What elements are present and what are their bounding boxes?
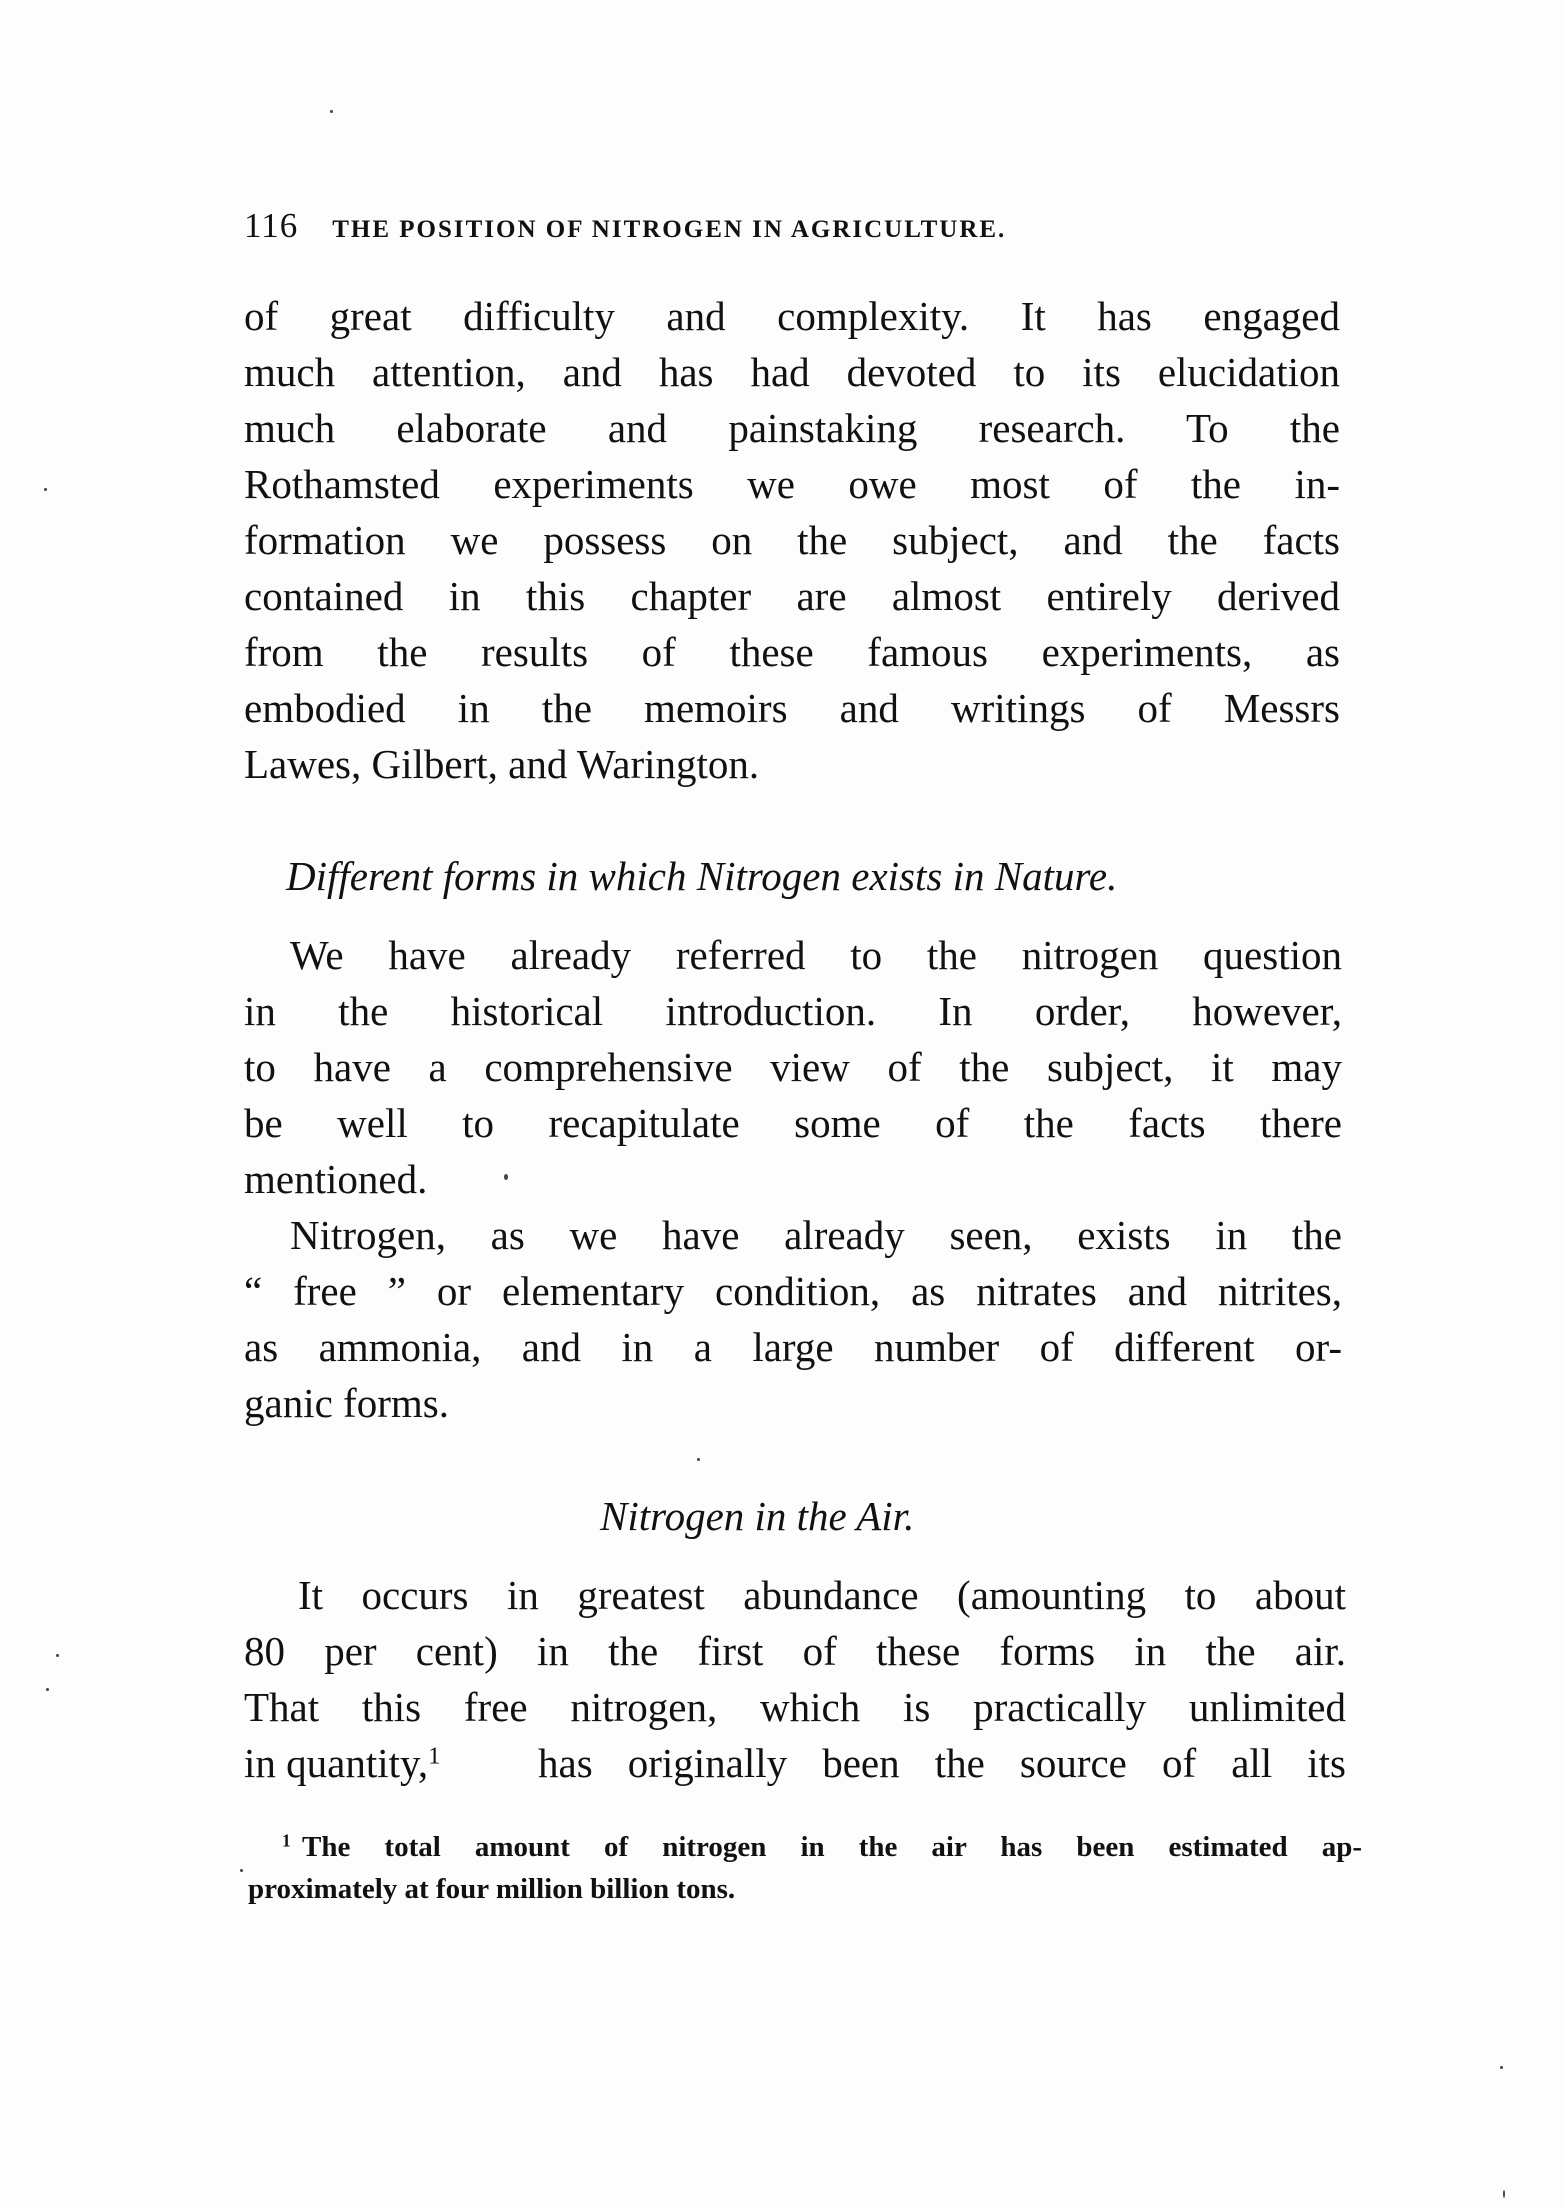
scan-speck xyxy=(46,1688,49,1691)
paragraph-4-line-4 xyxy=(244,1740,441,1786)
scan-speck xyxy=(1500,2066,1503,2069)
paragraph-1-line-6: contained in this chapter are almost entirely derived xyxy=(244,576,1340,619)
scan-speck xyxy=(56,1654,59,1657)
running-header xyxy=(244,206,1304,246)
scan-speck xyxy=(44,488,47,491)
paragraph-1-line-2: much attention, and has had devoted to its elucidation xyxy=(244,352,1340,395)
paragraph-4-line-4-end: has originally been the source of all its xyxy=(538,1743,1346,1786)
paragraph-1-line-5: formation we possess on the subject, and the facts xyxy=(244,520,1340,563)
paragraph-3-line-3: as ammonia, and in a large number of different or- xyxy=(244,1327,1342,1370)
paragraph-2-line-3: to have a comprehensive view of the subject, it may xyxy=(244,1047,1342,1090)
paragraph-4-line-3: That this free nitrogen, which is practically unlimited xyxy=(244,1687,1346,1730)
paragraph-1-line-8: embodied in the memoirs and writings of Messrs xyxy=(244,688,1340,731)
paragraph-1-line-3: much elaborate and painstaking research. To the xyxy=(244,408,1340,451)
paragraph-2-line-1: We have already referred to the nitrogen question xyxy=(290,935,1342,978)
paragraph-3-line-1: Nitrogen, as we have already seen, exists in the xyxy=(290,1215,1342,1258)
footnote-line-2: proximately at four million billion tons. xyxy=(248,1873,736,1905)
page-number: 116 xyxy=(244,206,299,245)
paragraph-4-line-4-start: in quantity, xyxy=(244,1740,429,1786)
running-title: THE POSITION OF NITROGEN IN AGRICULTURE. xyxy=(332,216,1007,243)
paragraph-1-line-7: from the results of these famous experiments, as xyxy=(244,632,1340,675)
scan-speck xyxy=(504,1174,508,1180)
paragraph-4-line-1: It occurs in greatest abundance (amounting to about xyxy=(298,1575,1346,1618)
paragraph-2-line-5: mentioned. xyxy=(244,1156,428,1202)
section-heading-forms: Different forms in which Nitrogen exists in Nature. xyxy=(286,853,1118,899)
footnote-line-1: The total amount of nitrogen in the air has been estimated ap- xyxy=(302,1833,1362,1863)
paragraph-3-line-2: “ free ” or elementary condition, as nitrates and nitrites, xyxy=(244,1271,1342,1314)
paragraph-1-line-4: Rothamsted experiments we owe most of the in- xyxy=(244,464,1340,507)
footnote-marker xyxy=(282,1830,291,1862)
paragraph-2-line-4: be well to recapitulate some of the facts there xyxy=(244,1103,1342,1146)
paragraph-2-line-2: in the historical introduction. In order, however, xyxy=(244,991,1342,1034)
paragraph-1-line-9: Lawes, Gilbert, and Warington. xyxy=(244,741,760,787)
scan-speck xyxy=(1503,2190,1505,2198)
scan-speck xyxy=(697,1458,700,1461)
paragraph-3-line-4: ganic forms. xyxy=(244,1380,449,1426)
section-heading-air: Nitrogen in the Air. xyxy=(600,1493,915,1539)
scan-speck xyxy=(240,1869,243,1872)
footnote-reference-marker: 1 xyxy=(428,1742,441,1770)
paragraph-4-line-2: 80 per cent) in the first of these forms in the air. xyxy=(244,1631,1346,1674)
scan-speck xyxy=(330,110,333,113)
paragraph-1-line-1: of great difficulty and complexity. It has engaged xyxy=(244,296,1340,339)
footnote-marker-number: 1 xyxy=(282,1830,291,1851)
